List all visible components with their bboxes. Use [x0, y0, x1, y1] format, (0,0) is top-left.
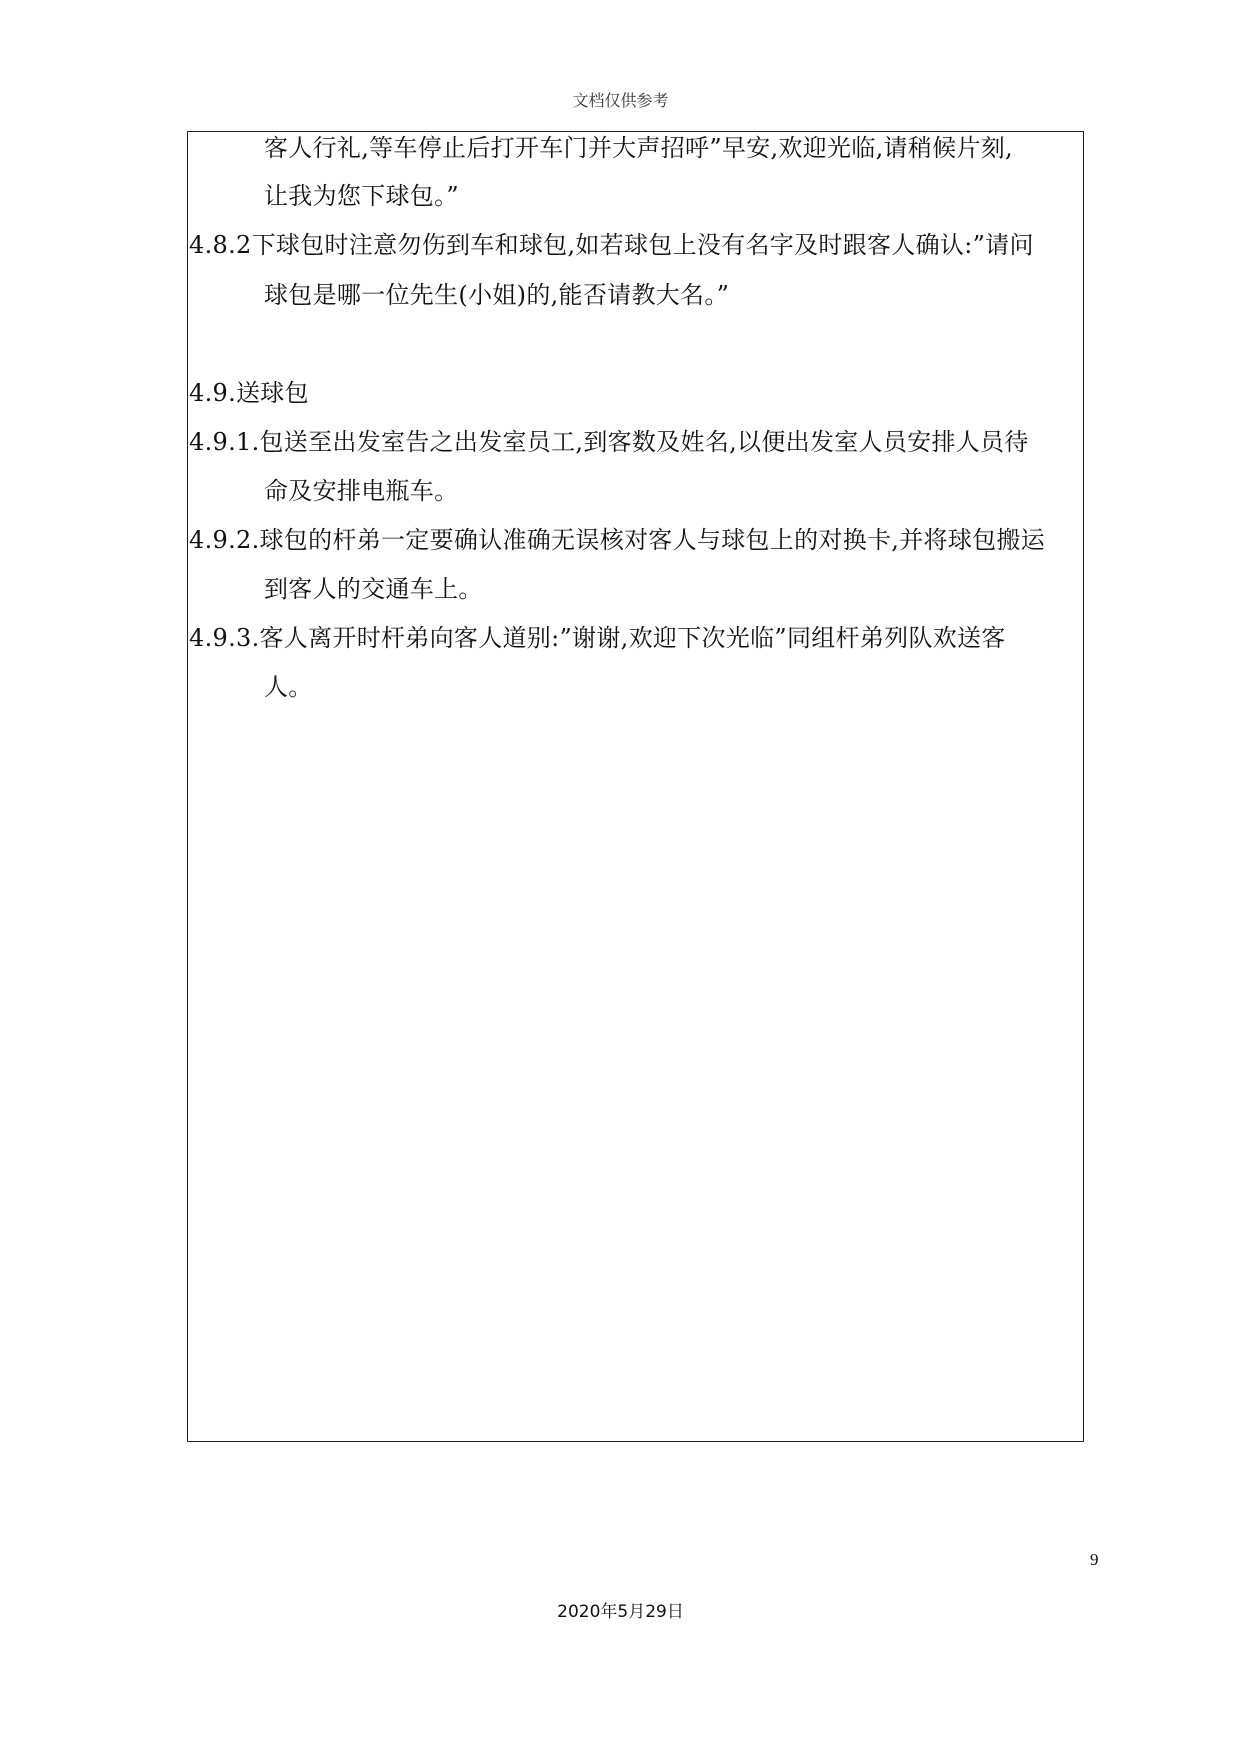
paragraph-line-continuation: 客人行礼,等车停止后打开车门并大声招呼”早安,欢迎光临,请稍候片刻,: [264, 134, 1013, 162]
document-header: 文档仅供参考: [572, 91, 669, 110]
paragraph-4-9-2: 4.9.2.球包的杆弟一定要确认准确无误核对客人与球包上的对换卡,并将球包搬运: [189, 526, 1046, 554]
paragraph-line-continuation: 让我为您下球包。”: [264, 182, 459, 210]
section-heading-4-9: 4.9.送球包: [189, 379, 309, 407]
paragraph-4-9-2-continuation: 到客人的交通车上。: [264, 575, 483, 603]
page-number: 9: [1090, 1550, 1099, 1569]
paragraph-4-8-2-continuation: 球包是哪一位先生(小姐)的,能否请教大名。”: [264, 281, 730, 309]
paragraph-4-9-1: 4.9.1.包送至出发室告之出发室员工,到客数及姓名,以便出发室人员安排人员待: [189, 428, 1029, 456]
paragraph-4-8-2: 4.8.2下球包时注意勿伤到车和球包,如若球包上没有名字及时跟客人确认:”请问: [189, 231, 1034, 259]
paragraph-4-9-3: 4.9.3.客人离开时杆弟向客人道别:”谢谢,欢迎下次光临”同组杆弟列队欢送客: [189, 624, 1006, 652]
content-frame: [187, 131, 1084, 1442]
footer-date: 2020年5月29日: [557, 1602, 684, 1622]
paragraph-4-9-3-continuation: 人。: [264, 673, 313, 701]
paragraph-4-9-1-continuation: 命及安排电瓶车。: [264, 477, 459, 505]
